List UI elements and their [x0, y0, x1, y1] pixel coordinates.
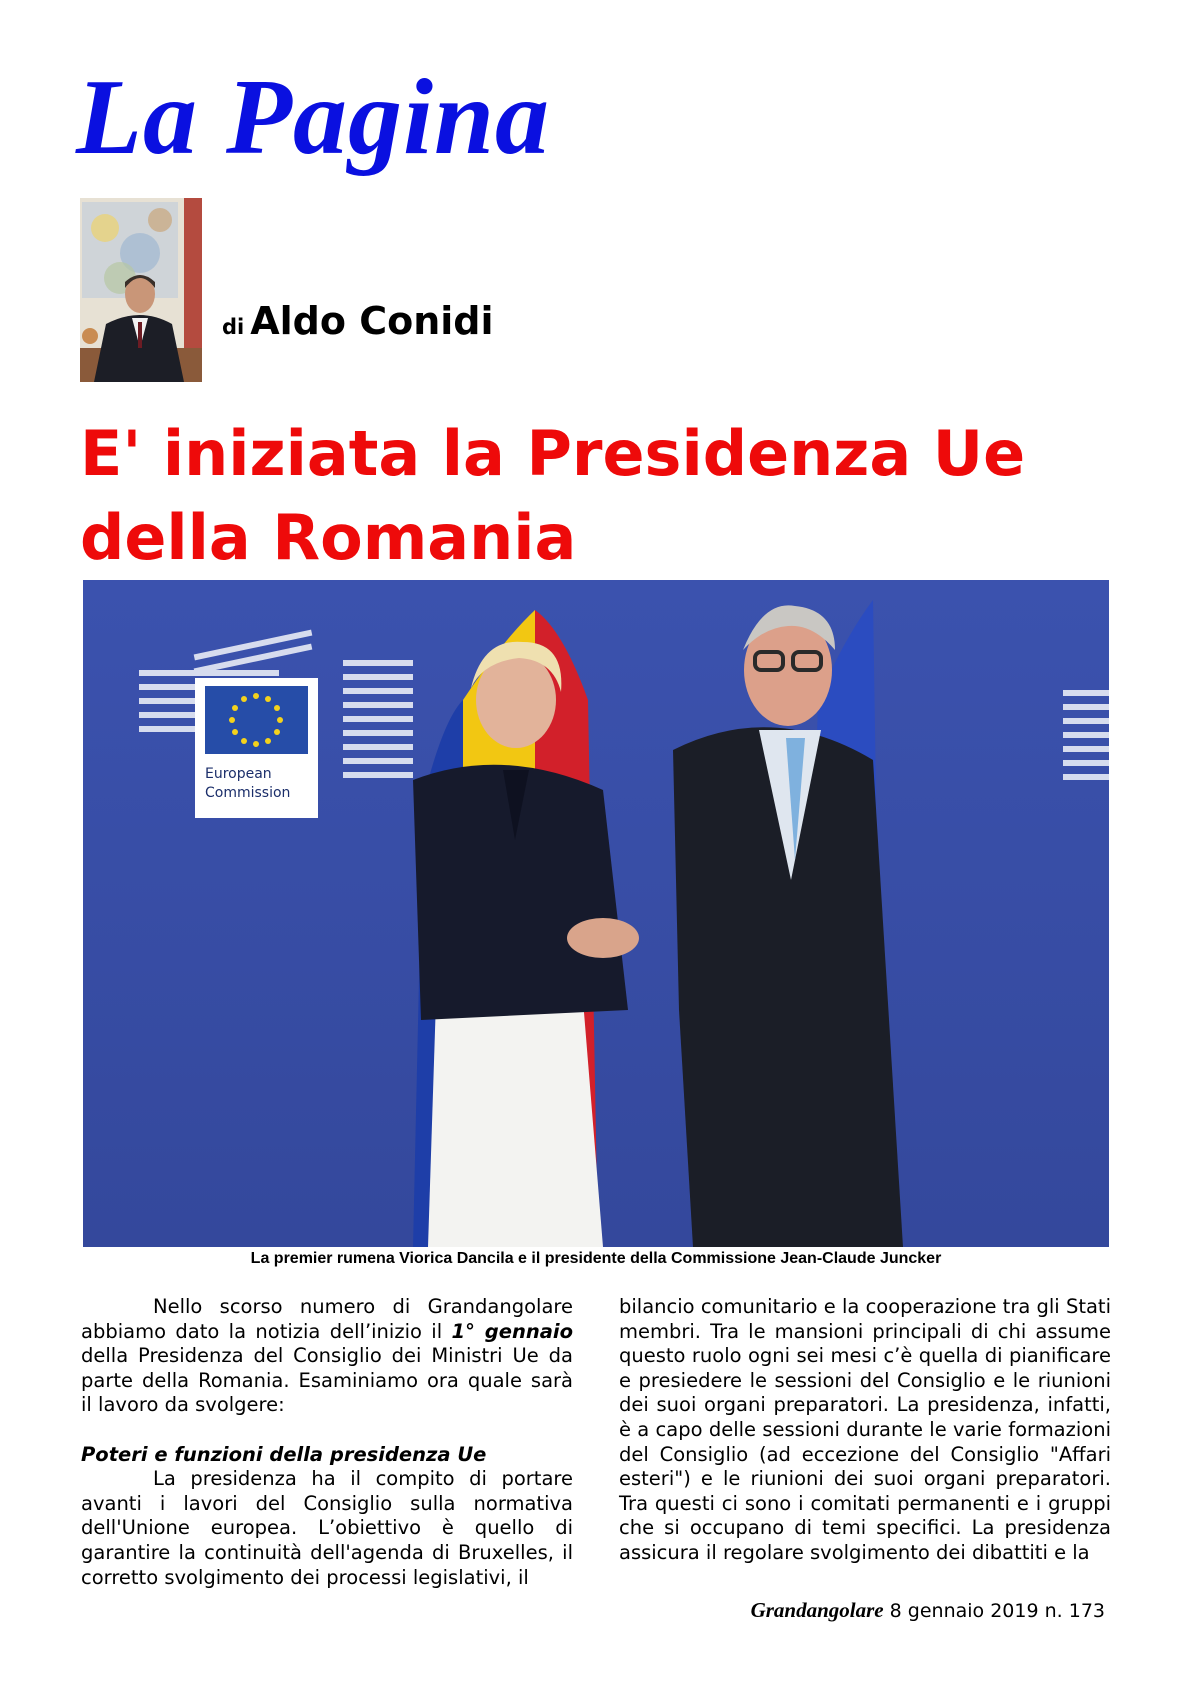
article-paragraph-3: bilancio comunitario e la cooperazione tra gli Stati membri. Tra le mansioni principali di chi assume questo ruolo ogni sei mesi c’è quella di pianificare e presiedere le sessioni del Consiglio e le riunioni dei suoi organi preparatori. La presidenza, infatti, è a capo delle sessioni durante le varie formazioni del Consiglio (ad eccezione del Consiglio "Affari esteri") e le riunioni dei suoi organi preparatori. Tra questi ci sono i comitati permanenti e i gruppi che si occupano di temi specifici. La presidenza assicura il regolare svolgimento dei dibattiti e la	[619, 1295, 1111, 1564]
sign-text-line1: European	[205, 766, 272, 782]
article-column-right	[619, 1295, 1111, 1566]
intro-text-end: della Presidenza del Consiglio dei Ministri Ue da parte della Romania. Esaminiamo ora quale sarà il lavoro da svolgere:	[81, 1344, 573, 1417]
footer-publication: Grandangolare	[750, 1598, 884, 1622]
sign-text-line2: Commission	[205, 785, 291, 801]
photo-caption: La premier rumena Viorica Dancila e il presidente della Commissione Jean-Claude Juncker	[250, 1250, 942, 1267]
intro-text-start: Nello scorso numero di Grandangolare abbiamo dato la notizia dell’inizio il	[81, 1295, 573, 1343]
section-subheading: Poteri e funzioni della presidenza Ue	[81, 1442, 487, 1466]
author-name: Aldo Conidi	[250, 299, 494, 343]
byline-prefix: di	[222, 315, 245, 339]
article-column-left	[81, 1295, 573, 1590]
author-photo	[80, 198, 202, 382]
masthead-title: La Pagina	[76, 58, 551, 177]
intro-emphasis-date: 1° gennaio	[451, 1319, 573, 1343]
byline	[222, 299, 494, 343]
article-paragraph-2: La presidenza ha il compito di portare avanti i lavori del Consiglio sulla normativa dell'Unione europea. L’obiettivo è quello di garantire la continuità dell'agenda di Bruxelles, il corretto svolgimento dei processi legislativi, il	[81, 1467, 573, 1589]
article-paragraph-intro	[81, 1295, 573, 1418]
footer-date-issue: 8 gennaio 2019 n. 173	[889, 1600, 1105, 1622]
main-photo	[83, 580, 1109, 1247]
page-footer	[751, 1598, 1105, 1623]
article-headline: E' iniziata la Presidenza Ue della Romania	[80, 417, 1026, 574]
